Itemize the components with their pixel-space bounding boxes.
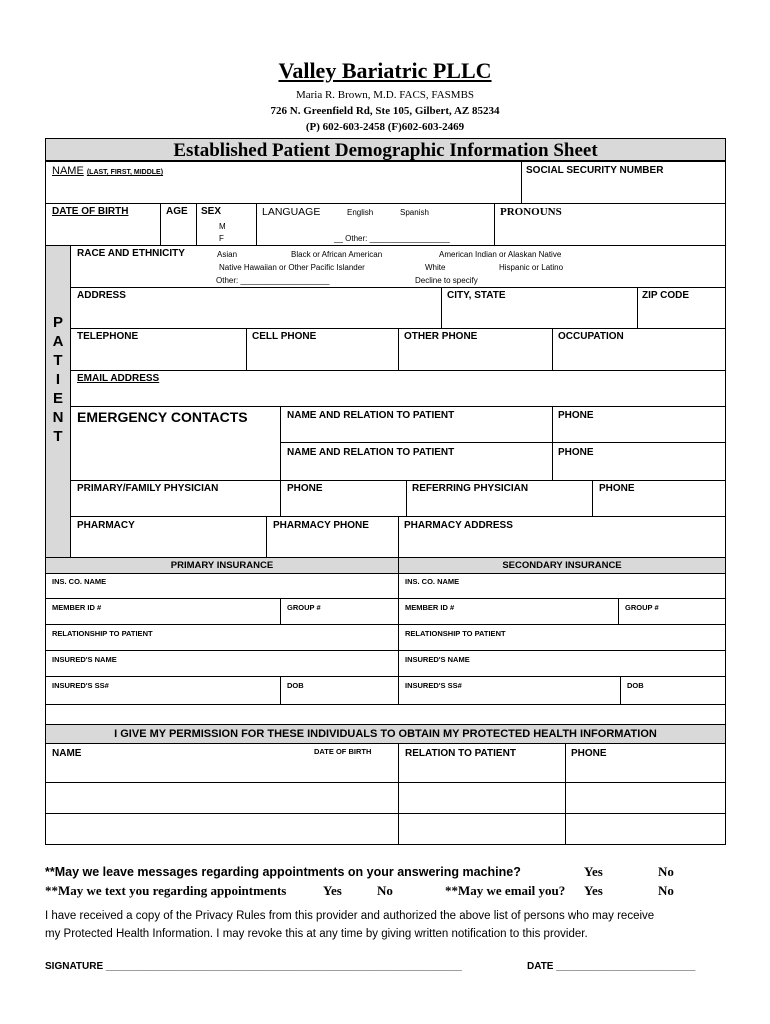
secondary-insured-name-field[interactable]: INSURED'S NAME (405, 655, 470, 664)
email-field[interactable]: EMAIL ADDRESS (77, 373, 160, 384)
q3-no-option[interactable]: No (658, 883, 674, 898)
lang-other[interactable]: __ Other: __________________ (334, 234, 450, 243)
emergency-name-1[interactable]: NAME AND RELATION TO PATIENT (287, 410, 455, 421)
primary-dob-field[interactable]: DOB (287, 681, 304, 690)
secondary-dob-field[interactable]: DOB (627, 681, 644, 690)
race-native-hawaiian[interactable]: Native Hawaiian or Other Pacific Islander (219, 263, 365, 272)
privacy-text-line-1: I have received a copy of the Privacy Rules from this provider and authorized the above list of persons who may receive (45, 910, 655, 922)
question-text: **May we text you regarding appointments (45, 883, 287, 898)
primary-insured-ss-field[interactable]: INSURED'S SS# (52, 681, 109, 690)
occupation-field[interactable]: OCCUPATION (558, 331, 624, 342)
practice-name: Valley Bariatric PLLC (278, 58, 492, 83)
patient-side-letter: N (52, 409, 64, 426)
telephone-field[interactable]: TELEPHONE (77, 331, 139, 342)
primary-insurance-title: PRIMARY INSURANCE (170, 560, 274, 571)
permission-relation-col[interactable]: RELATION TO PATIENT (405, 748, 516, 759)
primary-relationship-field[interactable]: RELATIONSHIP TO PATIENT (52, 629, 153, 638)
race-black[interactable]: Black or African American (291, 250, 383, 259)
city-state-field[interactable]: CITY, STATE (447, 290, 506, 301)
q2-no-option[interactable]: No (377, 883, 393, 898)
age-field[interactable]: AGE (166, 206, 188, 217)
permission-phone-col[interactable]: PHONE (571, 748, 607, 759)
emergency-phone-1[interactable]: PHONE (558, 410, 594, 421)
question-email: **May we email you? (445, 883, 566, 898)
emergency-name-2[interactable]: NAME AND RELATION TO PATIENT (287, 447, 455, 458)
permission-title: I GIVE MY PERMISSION FOR THESE INDIVIDUALS TO OBTAIN MY PROTECTED HEALTH INFORMATION (114, 728, 657, 740)
practice-address: 726 N. Greenfield Rd, Ste 105, Gilbert, AZ 85234 (270, 105, 500, 117)
primary-physician-field[interactable]: PRIMARY/FAMILY PHYSICIAN (77, 483, 219, 494)
patient-side-letter: A (52, 333, 64, 350)
patient-side-letter: I (55, 371, 61, 388)
privacy-text-line-2: my Protected Health Information. I may revoke this at any time by giving written notification to this provider. (45, 928, 588, 940)
other-phone-field[interactable]: OTHER PHONE (404, 331, 478, 342)
secondary-relationship-field[interactable]: RELATIONSHIP TO PATIENT (405, 629, 506, 638)
patient-side-letter: E (52, 390, 63, 407)
dob-field[interactable]: DATE OF BIRTH (52, 206, 129, 217)
race-other[interactable]: Other: ____________________ (216, 276, 330, 285)
practice-phones: (P) 602-603-2458 (F)602-603-2469 (305, 121, 465, 133)
race-label: RACE AND ETHNICITY (77, 248, 185, 259)
lang-english[interactable]: English (347, 208, 374, 217)
secondary-insured-ss-field[interactable]: INSURED'S SS# (405, 681, 462, 690)
patient-side-letter: P (52, 314, 63, 331)
q1-yes-option[interactable]: Yes (584, 864, 603, 879)
patient-side-letter: T (53, 428, 63, 445)
race-white[interactable]: White (425, 263, 446, 272)
referring-physician-field[interactable]: REFERRING PHYSICIAN (412, 483, 529, 494)
secondary-ins-co-field[interactable]: INS. CO. NAME (405, 577, 460, 586)
cell-phone-field[interactable]: CELL PHONE (252, 331, 317, 342)
race-decline[interactable]: Decline to specify (415, 276, 478, 285)
signature-field[interactable]: SIGNATURE ________________________________________________________________ (45, 961, 462, 972)
sex-label: SEX (201, 206, 222, 217)
primary-physician-phone[interactable]: PHONE (287, 483, 323, 494)
pharmacy-phone-field[interactable]: PHARMACY PHONE (273, 520, 369, 531)
race-hispanic[interactable]: Hispanic or Latino (499, 263, 564, 272)
q3-yes-option[interactable]: Yes (584, 883, 603, 898)
race-american-indian[interactable]: American Indian or Alaskan Native (439, 250, 562, 259)
q2-yes-option[interactable]: Yes (323, 883, 342, 898)
permission-dob-col[interactable]: DATE OF BIRTH (314, 747, 372, 756)
zip-field[interactable]: ZIP CODE (642, 290, 690, 301)
form-title-bar (45, 138, 726, 161)
date-field[interactable]: DATE _________________________ (527, 961, 696, 972)
emergency-contacts-title: EMERGENCY CONTACTS (77, 409, 248, 425)
permission-name-col[interactable]: NAME (52, 748, 82, 759)
lang-spanish[interactable]: Spanish (400, 208, 429, 217)
pharmacy-address-field[interactable]: PHARMACY ADDRESS (404, 520, 513, 531)
doctor-name: Maria R. Brown, M.D. FACS, FASMBS (295, 89, 475, 101)
secondary-insurance-title: SECONDARY INSURANCE (502, 560, 622, 571)
primary-group-field[interactable]: GROUP # (287, 603, 321, 612)
patient-side-letter: T (53, 352, 63, 369)
secondary-member-id-field[interactable]: MEMBER ID # (405, 603, 455, 612)
referring-physician-phone[interactable]: PHONE (599, 483, 635, 494)
race-asian[interactable]: Asian (217, 250, 238, 259)
primary-ins-co-field[interactable]: INS. CO. NAME (52, 577, 107, 586)
ssn-field[interactable]: SOCIAL SECURITY NUMBER (526, 165, 664, 176)
form-title: Established Patient Demographic Information Sheet (173, 140, 598, 161)
question-answering-machine: **May we leave messages regarding appointments on your answering machine? (45, 865, 521, 879)
q1-no-option[interactable]: No (658, 864, 674, 879)
secondary-group-field[interactable]: GROUP # (625, 603, 659, 612)
sex-option-m[interactable]: M (219, 222, 226, 231)
primary-member-id-field[interactable]: MEMBER ID # (52, 603, 102, 612)
sex-option-f[interactable]: F (219, 234, 224, 243)
primary-insured-name-field[interactable]: INSURED'S NAME (52, 655, 117, 664)
emergency-phone-2[interactable]: PHONE (558, 447, 594, 458)
address-field[interactable]: ADDRESS (77, 290, 126, 301)
language-label: LANGUAGE (262, 206, 321, 218)
pronouns-field[interactable]: PRONOUNS (500, 206, 562, 218)
name-field[interactable]: NAME (LAST, FIRST, MIDDLE) (52, 165, 164, 177)
pharmacy-field[interactable]: PHARMACY (77, 520, 135, 531)
